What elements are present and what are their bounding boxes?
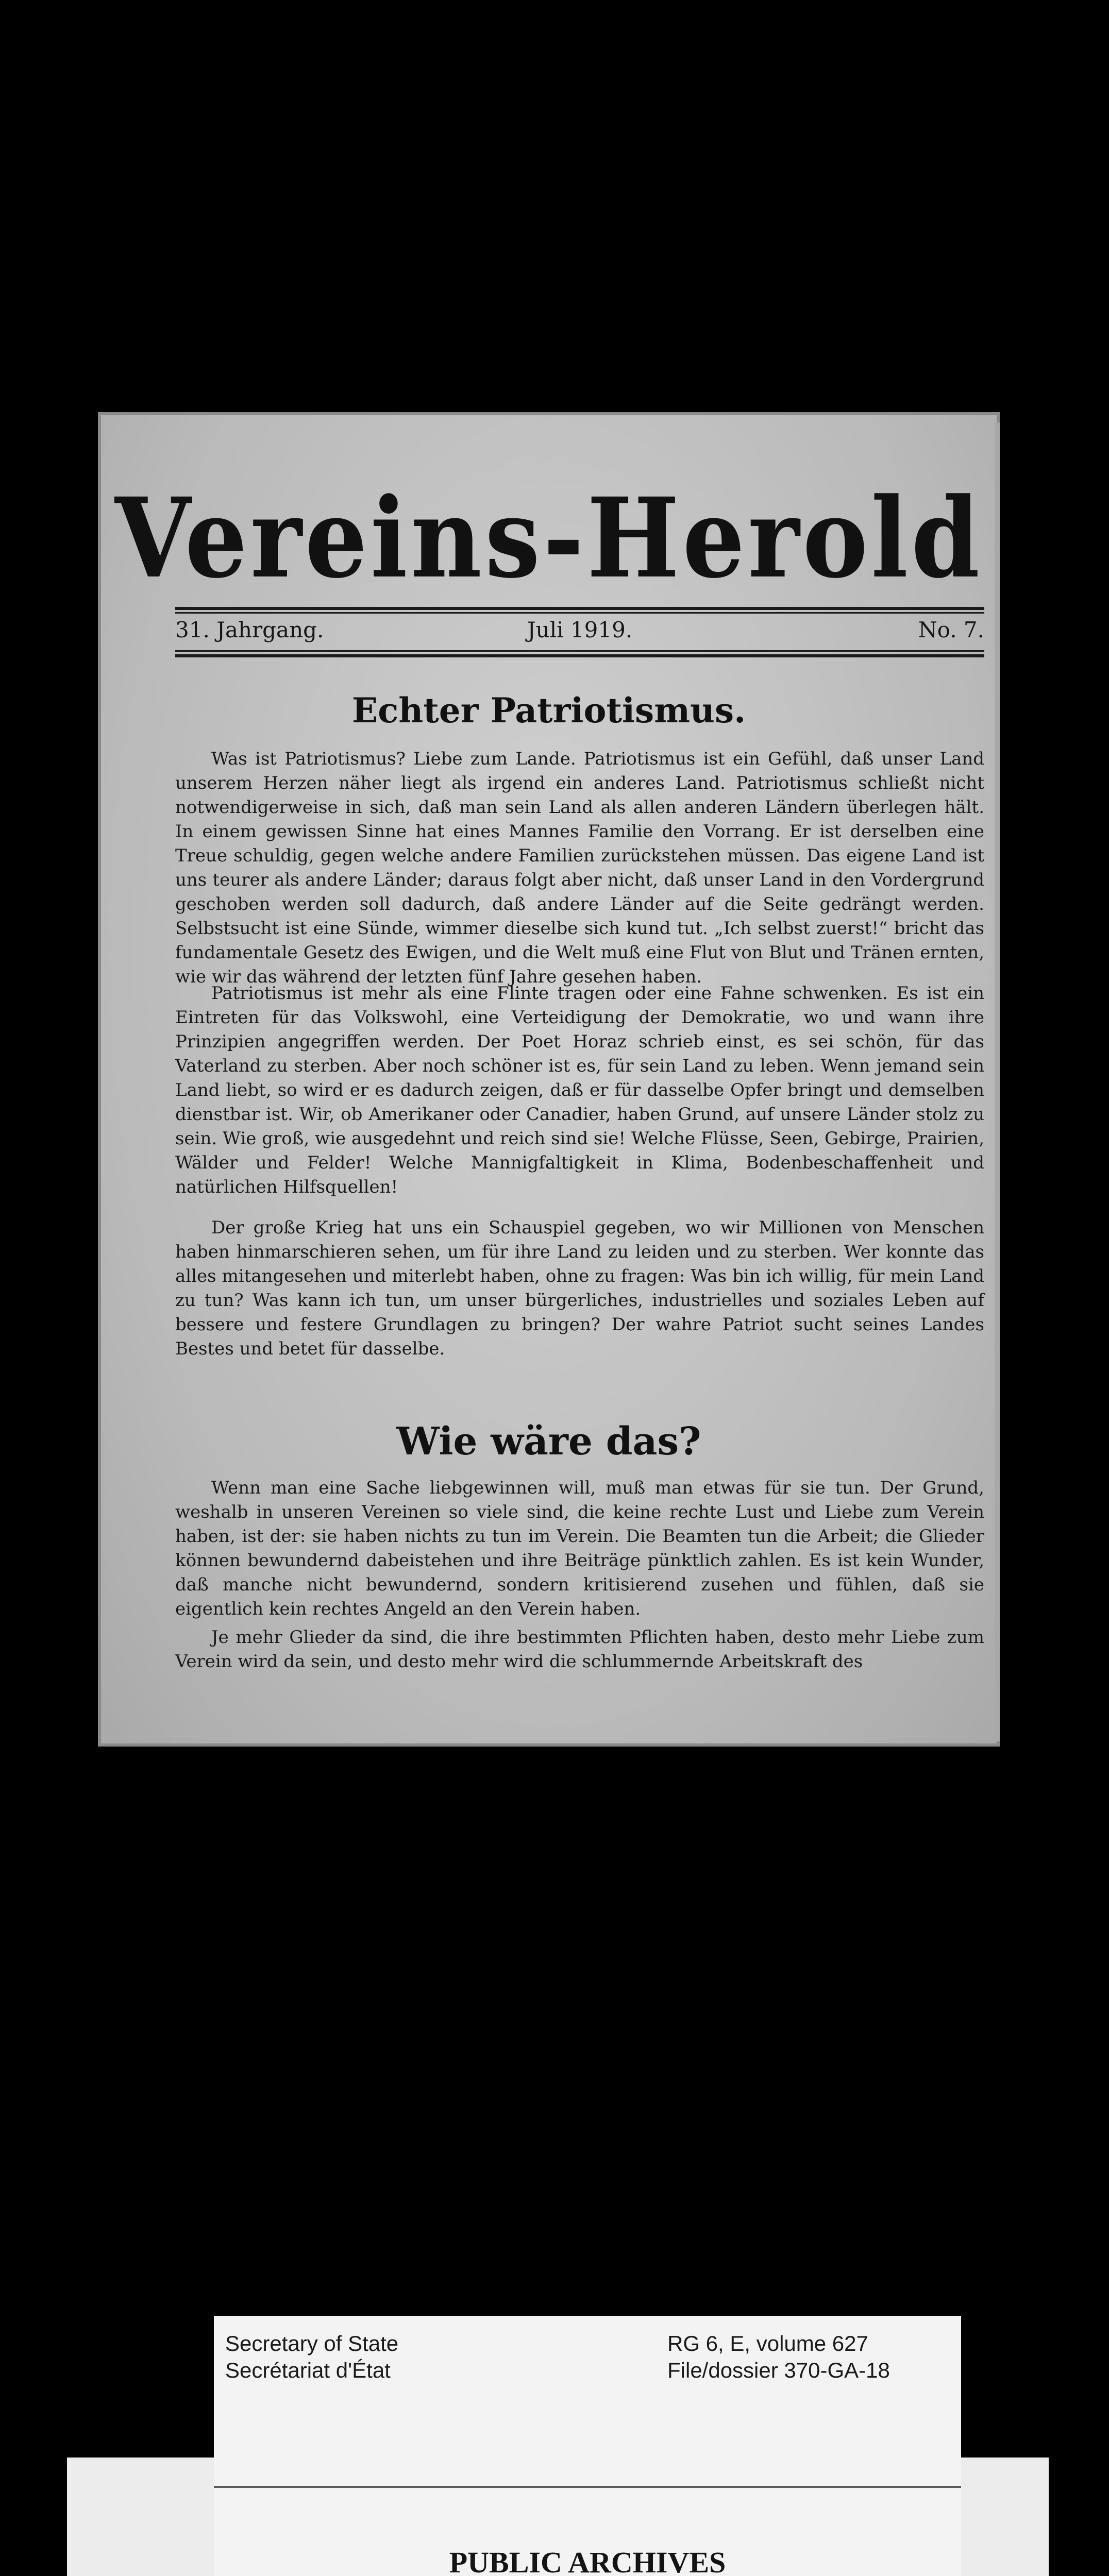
archive-name-english: PUBLIC ARCHIVES xyxy=(449,2546,726,2576)
issue-volume: 31. Jahrgang. xyxy=(175,617,324,642)
page-edge xyxy=(995,422,1000,1741)
department-french: Secrétariat d'État xyxy=(225,2358,391,2382)
card-divider xyxy=(214,2486,961,2488)
file-number: File/dossier 370-GA-18 xyxy=(667,2358,890,2382)
masthead-rule-bottom xyxy=(175,654,984,657)
article-1-paragraph-1: Was ist Patriotismus? Liebe zum Lande. Patriotismus ist ein Gefühl, daß unser Land unserem Herzen näher liegt als irgend ein anderes Land. Patriotismus schließt nicht notwendigerweise in sich, daß man sein Land als allen anderen Ländern überlegen hält. In einem gewissen Sinne hat eines Mannes Familie den Vorrang. Er ist derselben eine Treue schuldig, gegen welche andere Familien zurückstehen müssen. Das eigene Land ist uns teurer als andere Länder; daraus folgt aber nicht, daß unser Land in den Vordergrund geschoben werden soll dadurch, daß andere Länder auf die Seite gedrängt werden. Selbstsucht ist eine Sünde, wimmer dieselbe sich kund tut. „Ich selbst zuerst!“ bricht das fundamentale Gesetz des Ewigen, und die Welt muß eine Flut von Blut und Tränen ernten, wie wir das während der letzten fünf Jahre gesehen haben. xyxy=(175,749,984,987)
masthead-rule-top xyxy=(175,607,984,610)
reference-block xyxy=(667,2330,890,2384)
archive-name xyxy=(214,2548,961,2576)
masthead-rule-bottom-thin xyxy=(175,650,984,652)
department-english: Secretary of State xyxy=(225,2331,399,2355)
department-block xyxy=(225,2330,398,2384)
masthead-title: Vereins-Herold xyxy=(114,473,983,603)
issue-number: No. 7. xyxy=(918,617,984,642)
masthead-rule-top-thin xyxy=(175,612,984,614)
archive-label-card xyxy=(214,2316,961,2576)
issue-line xyxy=(175,617,984,648)
article-1-paragraph-2: Patriotismus ist mehr als eine Flinte tragen oder eine Fahne schwenken. Es ist ein Eintreten für das Volkswohl, eine Verteidigung der Demokratie, wo und wann ihre Prinzipien angegriffen werden. Der Poet Horaz schrieb einst, es sei schön, für das Vaterland zu sterben. Aber noch schöner ist es, für sein Land zu leben. Wenn jemand sein Land liebt, so wird er es dadurch zeigen, daß er für dasselbe Opfer bringt und demselben dienstbar ist. Wir, ob Amerikaner oder Canadier, haben Grund, auf unsere Länder stolz zu sein. Wie groß, wie ausgedehnt und reich sind sie! Welche Flüsse, Seen, Gebirge, Prairien, Wälder und Felder! Welche Mannigfaltigkeit in Klima, Bodenbeschaffenheit und natürlichen Hilfsquellen! xyxy=(175,983,984,1197)
issue-date: Juli 1919. xyxy=(527,617,633,642)
article-1-paragraph-3: Der große Krieg hat uns ein Schauspiel gegeben, wo wir Millionen von Menschen haben hinmarschieren sehen, um für ihre Land zu leiden und zu sterben. Wer konnte das alles mitangesehen und miterlebt haben, ohne zu fragen: Was bin ich willig, für mein Land zu tun? Was kann ich tun, um unser bürgerliches, industrielles und soziales Leben auf bessere und festere Grundlagen zu bringen? Der wahre Patriot sucht seines Landes Bestes und betet für dasselbe. xyxy=(175,1217,984,1359)
article-2-headline: Wie wäre das? xyxy=(396,1419,701,1464)
newspaper-page xyxy=(98,412,1000,1747)
record-group: RG 6, E, volume 627 xyxy=(667,2331,868,2355)
article-2-paragraph-1: Wenn man eine Sache liebgewinnen will, muß man etwas für sie tun. Der Grund, weshalb in unseren Vereinen so viele sind, die keine rechte Lust und Liebe zum Verein haben, ist der: sie haben nichts zu tun im Verein. Die Beamten tun die Arbeit; die Glieder können bewundernd dabeistehen und ihre Beiträge pünktlich zahlen. Es ist kein Wunder, daß manche nicht bewundernd, sondern kritisierend zusehen und fühlen, daß sie eigentlich kein rechtes Angeld an den Verein haben. xyxy=(175,1478,984,1619)
article-1-headline: Echter Patriotismus. xyxy=(351,690,746,731)
article-2-paragraph-2: Je mehr Glieder da sind, die ihre bestimmten Pflichten haben, desto mehr Liebe zum Verein wird da sein, und desto mehr wird die schlummernde Arbeitskraft des xyxy=(175,1627,984,1672)
